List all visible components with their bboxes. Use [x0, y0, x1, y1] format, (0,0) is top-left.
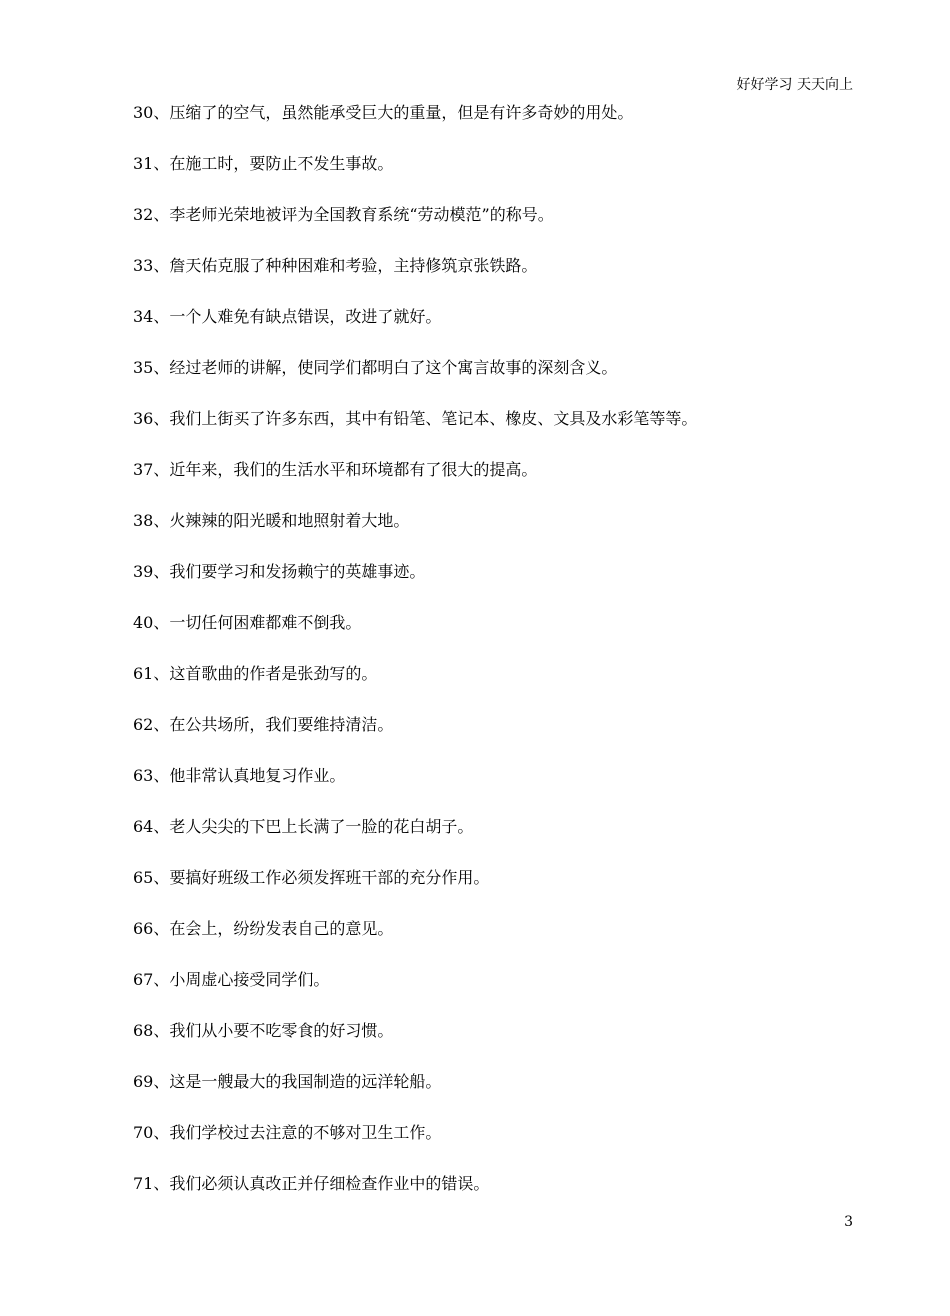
sentence-item: 66、在会上，纷纷发表自己的意见。	[133, 919, 394, 938]
sentence-item: 34、一个人难免有缺点错误，改进了就好。	[133, 307, 442, 326]
sentence-item: 37、近年来，我们的生活水平和环境都有了很大的提高。	[133, 460, 538, 479]
sentence-item: 61、这首歌曲的作者是张劲写的。	[133, 664, 378, 683]
page-header-motto: 好好学习 天天向上	[736, 77, 853, 93]
sentence-item: 69、这是一艘最大的我国制造的远洋轮船。	[133, 1072, 442, 1091]
sentence-item: 63、他非常认真地复习作业。	[133, 766, 346, 785]
sentence-item: 68、我们从小要不吃零食的好习惯。	[133, 1021, 394, 1040]
sentence-list	[133, 101, 697, 1223]
sentence-item: 65、要搞好班级工作必须发挥班干部的充分作用。	[133, 868, 490, 887]
sentence-item: 62、在公共场所，我们要维持清洁。	[133, 715, 394, 734]
sentence-item: 39、我们要学习和发扬赖宁的英雄事迹。	[133, 562, 426, 581]
sentence-item: 64、老人尖尖的下巴上长满了一脸的花白胡子。	[133, 817, 474, 836]
sentence-item: 40、一切任何困难都难不倒我。	[133, 613, 362, 632]
sentence-item: 67、小周虚心接受同学们。	[133, 970, 330, 989]
sentence-item: 33、詹天佑克服了种种困难和考验，主持修筑京张铁路。	[133, 256, 538, 275]
sentence-item: 70、我们学校过去注意的不够对卫生工作。	[133, 1123, 442, 1142]
sentence-item: 31、在施工时，要防止不发生事故。	[133, 154, 394, 173]
sentence-item: 30、压缩了的空气，虽然能承受巨大的重量，但是有许多奇妙的用处。	[133, 103, 634, 122]
page-number: 3	[844, 1214, 853, 1230]
sentence-item: 71、我们必须认真改正并仔细检查作业中的错误。	[133, 1174, 490, 1193]
sentence-item: 35、经过老师的讲解，使同学们都明白了这个寓言故事的深刻含义。	[133, 358, 618, 377]
sentence-item: 38、火辣辣的阳光暖和地照射着大地。	[133, 511, 410, 530]
sentence-item: 32、李老师光荣地被评为全国教育系统“劳动模范”的称号。	[133, 205, 554, 224]
sentence-item: 36、我们上街买了许多东西，其中有铅笔、笔记本、橡皮、文具及水彩笔等等。	[133, 409, 698, 428]
